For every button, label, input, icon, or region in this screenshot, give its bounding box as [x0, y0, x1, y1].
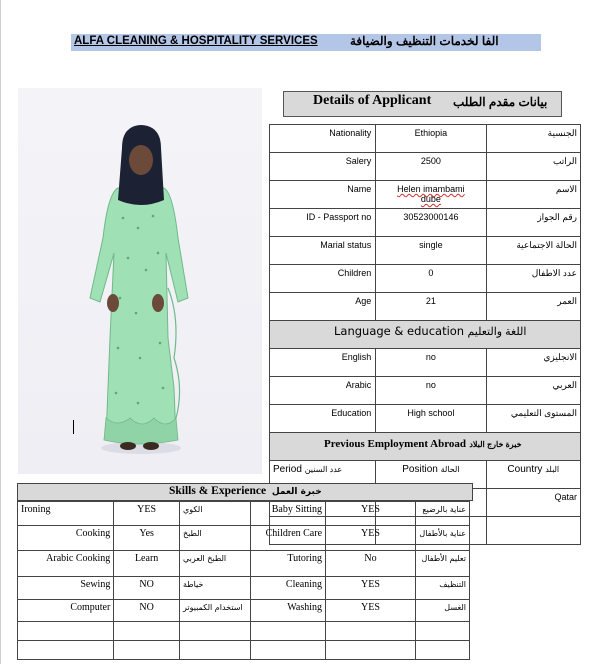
- marital-status-arabic: الحالة الاجتماعية: [486, 237, 580, 265]
- skill-childrencare-label: Children Care: [250, 526, 325, 551]
- empty-cell: [250, 641, 325, 660]
- language-section-title: [270, 321, 581, 349]
- table-row: [270, 377, 581, 405]
- skill-tutoring-value: No: [326, 551, 416, 577]
- empty-cell: [18, 622, 114, 641]
- details-title-english: Details of Applicant: [313, 93, 432, 108]
- marital-status-label: Marial status: [270, 237, 376, 265]
- text-cursor: [73, 420, 74, 434]
- skill-ironing-arabic: الكوي: [179, 502, 250, 526]
- table-row: [270, 237, 581, 265]
- table-row: [270, 181, 581, 209]
- empty-cell: [114, 641, 180, 660]
- passport-arabic: رقم الجواز: [486, 209, 580, 237]
- passport-value: 30523000146: [376, 209, 486, 237]
- employment-section-arabic: خبرة خارج البلاد: [469, 440, 522, 449]
- table-row: [18, 577, 470, 600]
- skills-title: [169, 485, 322, 497]
- applicant-photo: [18, 88, 262, 474]
- table-row: [18, 502, 470, 526]
- empty-cell: [18, 641, 114, 660]
- education-label: Education: [270, 405, 376, 433]
- skill-cleaning-arabic: التنظيف: [415, 577, 469, 600]
- arabic-value: no: [376, 377, 486, 405]
- empty-cell: [250, 622, 325, 641]
- company-name-arabic: الفا لخدمات التنظيف والضيافة: [350, 34, 499, 48]
- skill-arabiccooking-arabic: الطبخ العربي: [179, 551, 250, 577]
- english-value: no: [376, 349, 486, 377]
- skill-washing-arabic: الغسل: [415, 600, 469, 622]
- country-header-arabic: البلد: [545, 465, 560, 474]
- table-row: [270, 125, 581, 153]
- age-label: Age: [270, 293, 376, 321]
- salary-label: Salery: [270, 153, 376, 181]
- age-arabic: العمر: [486, 293, 580, 321]
- position-header-english: Position: [402, 464, 438, 475]
- employment-section-header: [270, 433, 581, 461]
- table-row: [18, 526, 470, 551]
- nationality-label: Nationality: [270, 125, 376, 153]
- skill-babysitting-value: YES: [326, 502, 416, 526]
- english-label: English: [270, 349, 376, 377]
- skill-cooking-label: Cooking: [18, 526, 114, 551]
- empty-cell: [114, 622, 180, 641]
- empty-cell: [415, 641, 469, 660]
- skill-cleaning-value: YES: [326, 577, 416, 600]
- country-header-english: Country: [507, 464, 543, 475]
- empty-cell: [415, 622, 469, 641]
- company-name-english: ALFA CLEANING & HOSPITALITY SERVICES: [74, 35, 318, 47]
- salary-value: 2500: [376, 153, 486, 181]
- empty-cell: [179, 622, 250, 641]
- table-row: [270, 265, 581, 293]
- skill-childrencare-arabic: عناية بالأطفال: [415, 526, 469, 551]
- age-value: 21: [376, 293, 486, 321]
- children-arabic: عدد الاطفال: [486, 265, 580, 293]
- position-header-arabic: الحالة: [440, 465, 460, 474]
- table-row: [270, 209, 581, 237]
- skill-babysitting-arabic: عناية بالرضيع: [415, 502, 469, 526]
- skills-table: [17, 501, 470, 660]
- salary-arabic: الراتب: [486, 153, 580, 181]
- skills-title-arabic: خبرة العمل: [271, 487, 322, 497]
- english-arabic: الانجليزي: [486, 349, 580, 377]
- skills-title-english: Skills & Experience: [169, 485, 267, 497]
- table-row: [18, 641, 470, 660]
- name-value-line2: dube: [420, 194, 441, 204]
- table-row: [270, 293, 581, 321]
- skill-arabiccooking-value: Learn: [114, 551, 180, 577]
- period-header-arabic: عدد السنين: [304, 465, 343, 474]
- language-section-header: [270, 321, 581, 349]
- name-arabic: الاسم: [486, 181, 580, 209]
- children-value: 0: [376, 265, 486, 293]
- table-row: [270, 405, 581, 433]
- skill-tutoring-label: Tutoring: [250, 551, 325, 577]
- nationality-value: Ethiopia: [376, 125, 486, 153]
- nationality-arabic: الجنسية: [486, 125, 580, 153]
- table-row: [270, 153, 581, 181]
- skill-computer-label: Computer: [18, 600, 114, 622]
- skill-washing-label: Washing: [250, 600, 325, 622]
- marital-status-value: single: [376, 237, 486, 265]
- table-row: [18, 622, 470, 641]
- skill-computer-value: NO: [114, 600, 180, 622]
- skill-babysitting-label: Baby Sitting: [250, 502, 325, 526]
- arabic-arabic: العربي: [486, 377, 580, 405]
- skill-cooking-value: Yes: [114, 526, 180, 551]
- applicant-photo-icon: [18, 88, 262, 474]
- skill-tutoring-arabic: تعليم الأطفال: [415, 551, 469, 577]
- name-label: Name: [270, 181, 376, 209]
- empty-cell: [179, 641, 250, 660]
- skill-cooking-arabic: الطبخ: [179, 526, 250, 551]
- skill-cleaning-label: Cleaning: [250, 577, 325, 600]
- children-label: Children: [270, 265, 376, 293]
- period-header-english: Period: [273, 464, 302, 475]
- employment-section-english: Previous Employment Abroad: [324, 438, 466, 450]
- skill-sewing-label: Sewing: [18, 577, 114, 600]
- language-section-english: Language & education: [334, 324, 465, 338]
- education-value: High school: [376, 405, 486, 433]
- name-value: [376, 181, 486, 209]
- country-header: [486, 461, 580, 489]
- country-value: Qatar: [486, 489, 580, 517]
- table-row: [18, 551, 470, 577]
- details-title-arabic: بيانات مقدم الطلب: [453, 95, 548, 109]
- language-section-arabic: اللغة والتعليم: [467, 326, 527, 338]
- skill-ironing-label: Ironing: [18, 502, 114, 526]
- skill-washing-value: YES: [326, 600, 416, 622]
- empty-cell: [486, 517, 580, 545]
- skill-ironing-value: YES: [114, 502, 180, 526]
- skill-arabiccooking-label: Arabic Cooking: [18, 551, 114, 577]
- skill-sewing-value: NO: [114, 577, 180, 600]
- skill-sewing-arabic: خياطة: [179, 577, 250, 600]
- table-row: [18, 600, 470, 622]
- name-value-line1: Helen imambami: [397, 184, 465, 194]
- applicant-details-table: [269, 124, 581, 545]
- education-arabic: المستوى التعليمي: [486, 405, 580, 433]
- empty-cell: [326, 622, 416, 641]
- skill-computer-arabic: استخدام الكمبيوتر: [179, 600, 250, 622]
- employment-section-title: [270, 433, 581, 461]
- passport-label: ID - Passport no: [270, 209, 376, 237]
- arabic-label: Arabic: [270, 377, 376, 405]
- empty-cell: [326, 641, 416, 660]
- table-row: [270, 349, 581, 377]
- skill-childrencare-value: YES: [326, 526, 416, 551]
